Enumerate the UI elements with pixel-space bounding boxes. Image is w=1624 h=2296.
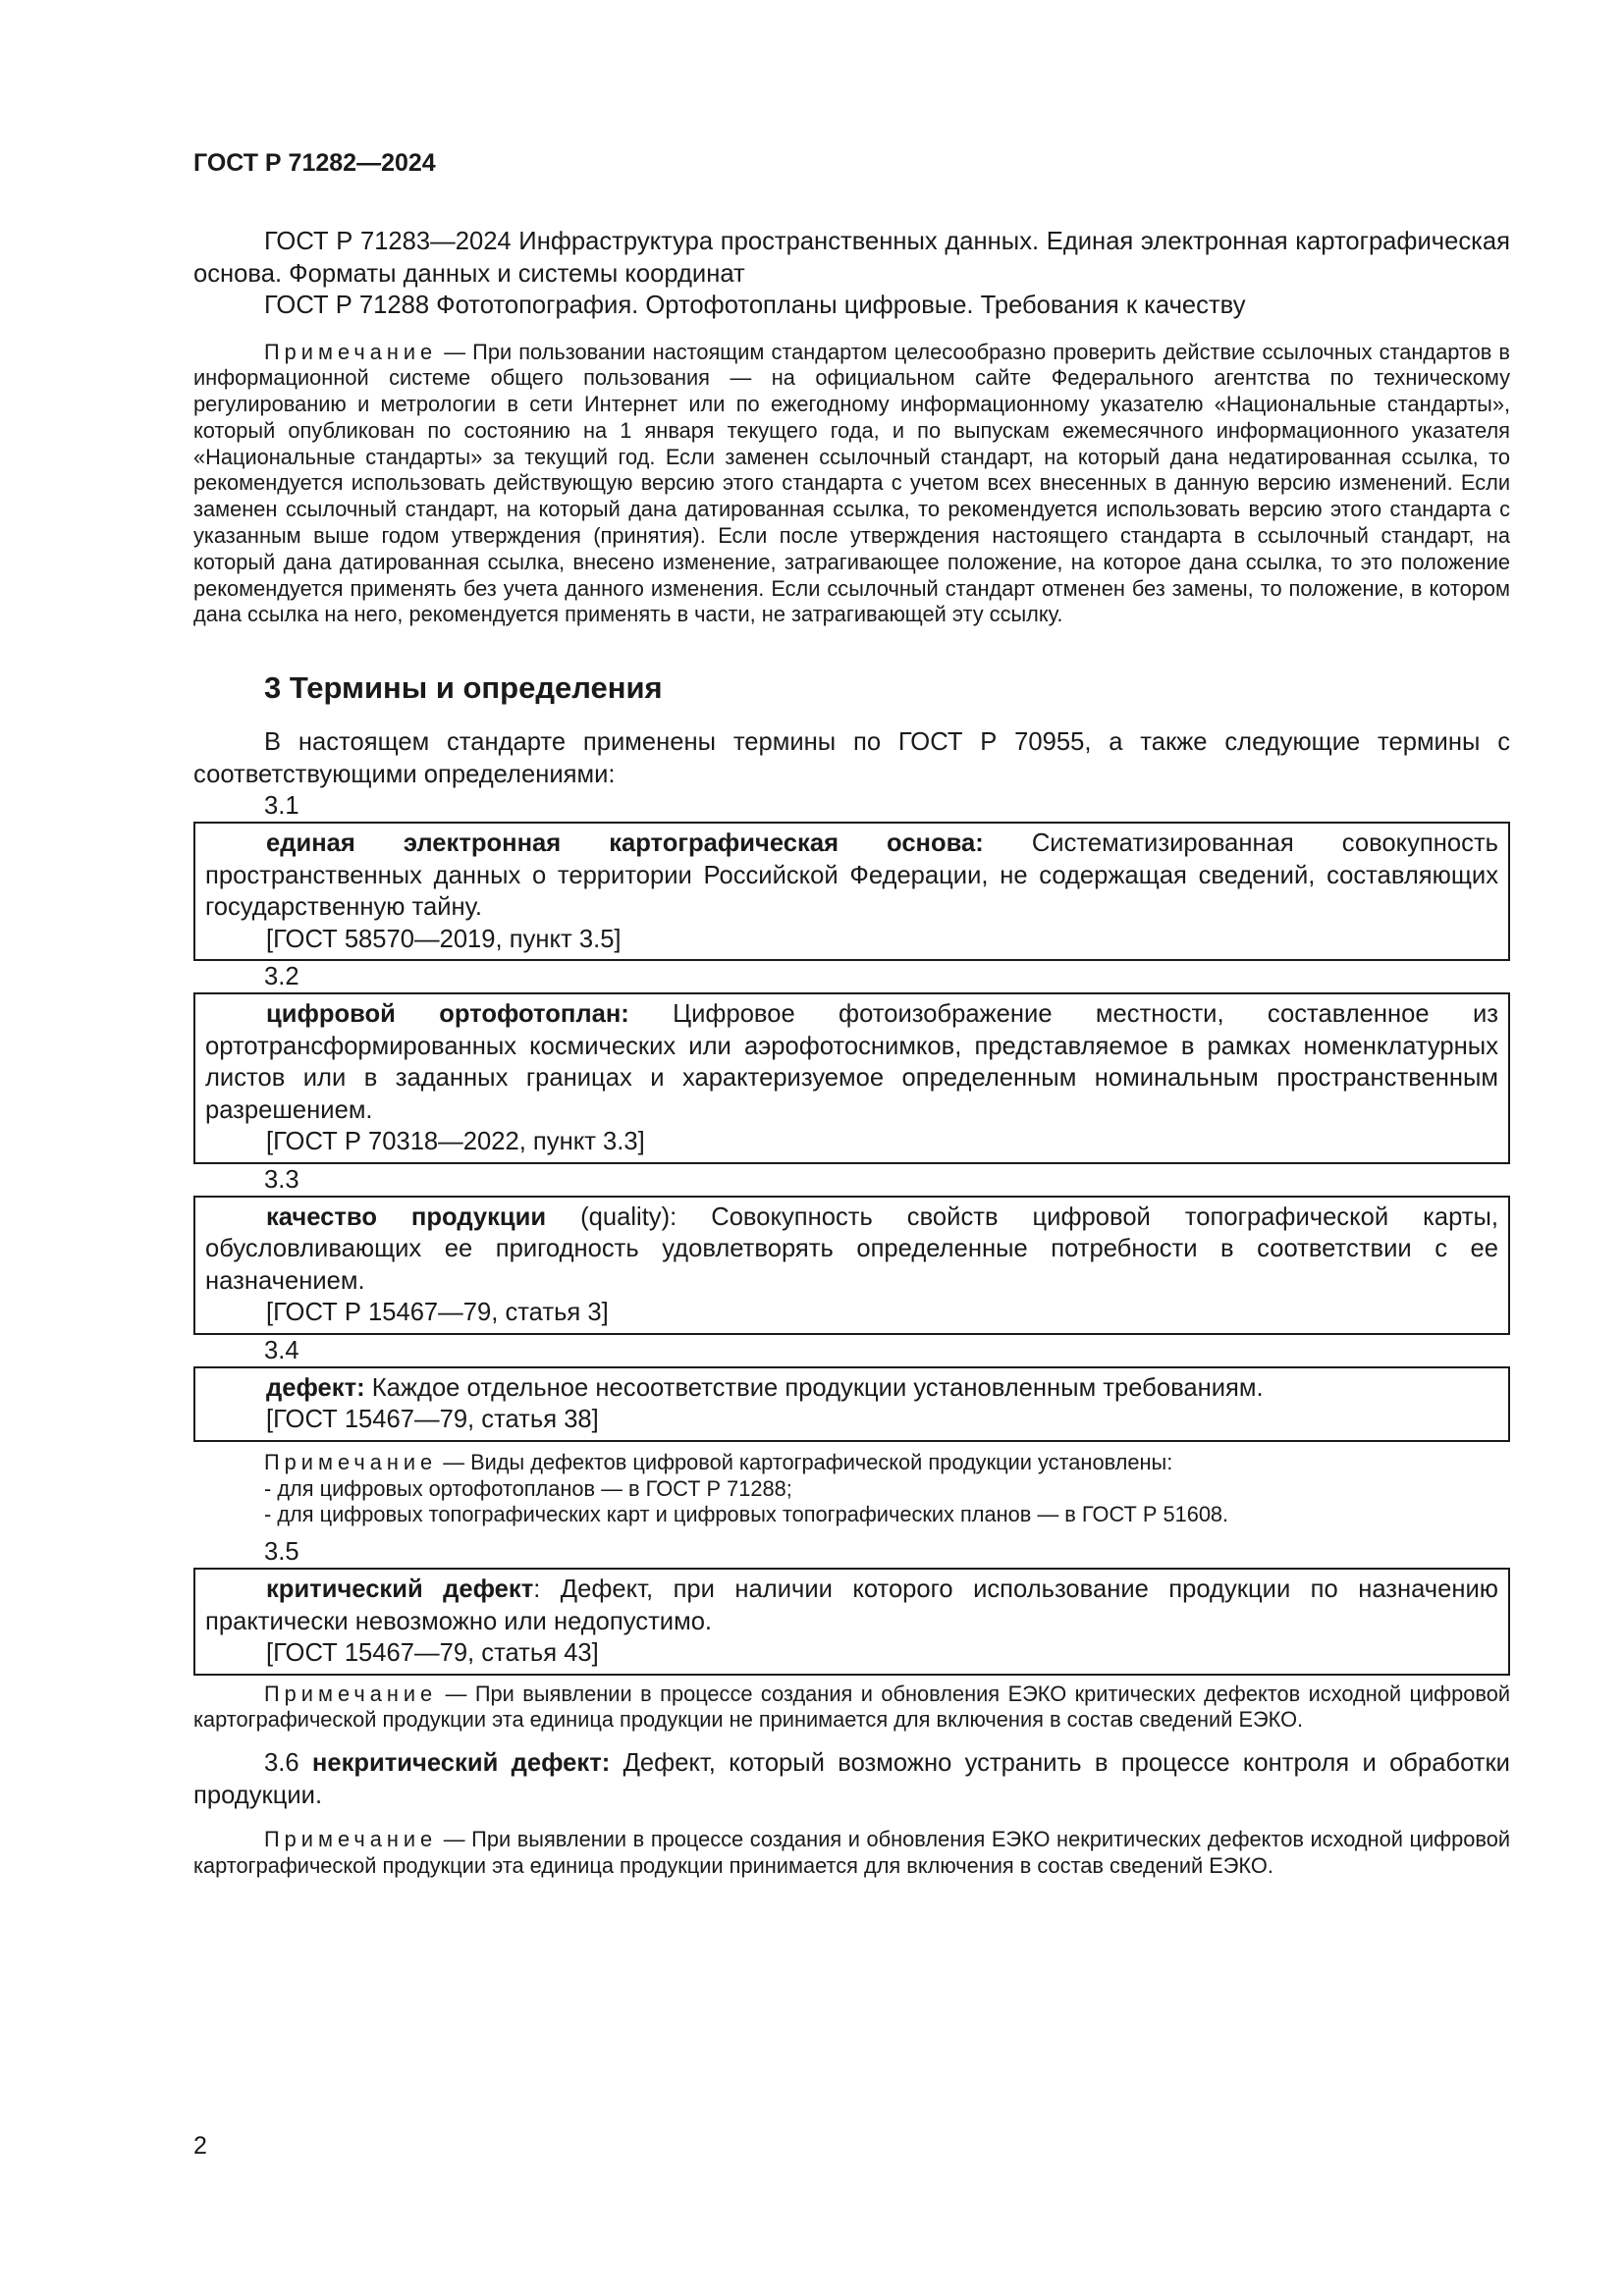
reference-item: ГОСТ Р 71288 Фототопография. Ортофотопланы цифровые. Требования к качеству (264, 292, 1246, 319)
note-references (193, 340, 1510, 629)
term-box (193, 1366, 1510, 1442)
note-list-item: - для цифровых ортофотопланов — в ГОСТ Р 71288; (264, 1475, 792, 1501)
note-label: Примечание (264, 339, 438, 364)
term-def-text: Систематизированная совокупность пространственных данных о территории Российской Федерации, не содержащая сведений, составляющих государственную тайну. (205, 829, 1498, 922)
note-text: — Виды дефектов цифровой картографической продукции установлены: (437, 1449, 1173, 1474)
term-source: [ГОСТ 58570—2019, пункт 3.5] (266, 925, 622, 953)
term-number: 3.1 (264, 792, 299, 821)
term-number: 3.4 (264, 1336, 299, 1364)
term-box (193, 992, 1510, 1164)
term-name: цифровой ортофотоплан: (266, 1000, 629, 1029)
term-definition (205, 1201, 1498, 1298)
term-def-text: Дефект, который возможно устранить в процессе контроля и обработки продукции. (193, 1749, 1510, 1809)
note-label: Примечание (264, 1449, 438, 1474)
note-label: Примечание (264, 1681, 438, 1706)
term-name: некритический дефект: (311, 1749, 611, 1778)
note-label: Примечание (264, 1827, 438, 1852)
term-source: [ГОСТ 15467—79, статья 43] (266, 1639, 599, 1668)
note-text: — При выявлении в процессе создания и обновления ЕЭКО критических дефектов исходной цифровой картографической продукции эта единица продукции не принимается для включения в состав сведений ЕЭКО. (193, 1681, 1510, 1733)
section-heading: 3 Термины и определения (264, 670, 663, 706)
page-number: 2 (193, 2132, 207, 2160)
term-definition (205, 1574, 1498, 1637)
term-name: дефект: (266, 1373, 365, 1402)
note-text: — При пользовании настоящим стандартом целесообразно проверить действие ссылочных стандартов в информационной системе общего пользования — на официальном сайте Федерального агентства по техническому регулированию и метрологии в сети Интернет или по ежегодному информационному указателю «Национальные стандарты», который опубликован по состоянию на 1 января текущего года, и по выпускам ежемесячного информационного указателя «Национальные стандарты» за текущий год. Если заменен ссылочный стандарт, на который дана недатированная ссылка, то рекомендуется использовать действующую версию этого стандарта с учетом всех внесенных в данную версию изменений. Если заменен ссылочный стандарт, на который дана датированная ссылка, то рекомендуется использовать версию этого стандарта с указанным выше годом утверждения (принятия). Если после утверждения настоящего стандарта в ссылочный стандарт, на который дана датированная ссылка, внесено изменение, затрагивающее положение, на которое дана ссылка, то это положение рекомендуется применять без учета данного изменения. Если ссылочный стандарт отменен без замены, то положение, в котором дана ссылка на него, рекомендуется применять в части, не затрагивающей эту ссылку. (193, 339, 1510, 627)
page-content (193, 226, 1510, 1880)
term-definition-inline (193, 1747, 1510, 1811)
reference-item: ГОСТ Р 71283—2024 Инфраструктура пространственных данных. Единая электронная картографическая основа. Форматы данных и системы координат (193, 228, 1510, 288)
term-number: 3.3 (264, 1165, 299, 1194)
term-box (193, 822, 1510, 961)
term-source: [ГОСТ 15467—79, статья 38] (266, 1406, 599, 1434)
term-def-text: Цифровое фотоизображение местности, составленное из ортотрансформированных космических или аэрофотоснимков, представляемое в рамках номенклатурных листов или в заданных границах и характеризуемое определенным номинальным пространственным разрешением. (205, 1000, 1498, 1124)
term-def-text: (quality): Совокупность свойств цифровой топографической карты, обусловливающих ее пригодность удовлетворять определенные потребности в соответствии с ее назначением. (205, 1202, 1498, 1295)
term-box (193, 1196, 1510, 1335)
term-number: 3.5 (264, 1538, 299, 1567)
note-list-item: - для цифровых топографических карт и цифровых топографических планов — в ГОСТ Р 51608. (264, 1502, 1229, 1527)
term-definition (205, 998, 1498, 1126)
term-definition (205, 1372, 1498, 1405)
term-definition (205, 828, 1498, 924)
document-header: ГОСТ Р 71282—2024 (193, 149, 436, 177)
term-number: 3.2 (264, 963, 299, 991)
note-text: — При выявлении в процессе создания и обновления ЕЭКО некритических дефектов исходной цифровой картографической продукции эта единица продукции принимается для включения в состав сведений ЕЭКО. (193, 1827, 1510, 1879)
term-box (193, 1568, 1510, 1676)
note-critical-defects (193, 1682, 1510, 1735)
term-def-text: Каждое отдельное несоответствие продукции установленным требованиям. (364, 1373, 1264, 1402)
term-source: [ГОСТ Р 15467—79, статья 3] (266, 1299, 609, 1327)
term-number: 3.6 (264, 1749, 299, 1778)
term-name: единая электронная картографическая основа: (266, 829, 984, 858)
term-name: качество продукции (266, 1202, 547, 1231)
note-defect-types (193, 1450, 1510, 1476)
term-def-text: : Дефект, при наличии которого использование продукции по назначению практически невозможно или недопустимо. (205, 1575, 1499, 1635)
section-intro: В настоящем стандарте применены термины по ГОСТ Р 70955, а также следующие термины с соответствующими определениями: (193, 728, 1510, 788)
term-name: критический дефект (266, 1575, 534, 1604)
term-source: [ГОСТ Р 70318—2022, пункт 3.3] (266, 1128, 645, 1156)
note-noncritical-defects (193, 1827, 1510, 1880)
